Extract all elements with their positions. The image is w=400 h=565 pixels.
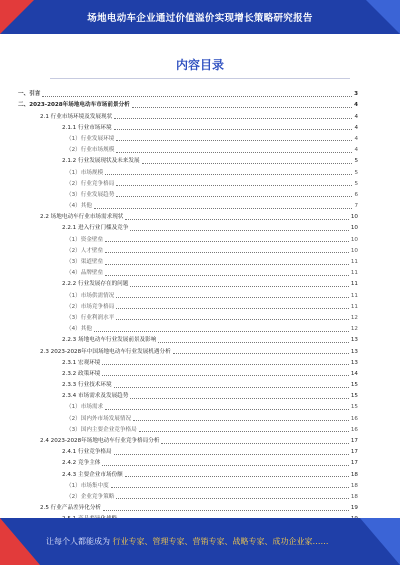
toc-entry-page: 16 (350, 415, 358, 422)
toc-entry-page: 16 (350, 426, 358, 433)
toc-entry-title: （2）市场竞争格局 (66, 303, 115, 310)
toc-entry[interactable] (18, 367, 358, 378)
toc-entry[interactable] (18, 244, 358, 255)
toc-entry-title: （2）人才壁垒 (66, 247, 104, 254)
toc-entry-page: 11 (350, 281, 358, 288)
toc-entry-title: 2.2.2 行业发展存在的问题 (62, 281, 129, 288)
report-title: 场地电动车企业通过价值溢价实现增长策略研究报告 (87, 13, 313, 24)
toc-dot-leader (116, 185, 352, 186)
toc-dot-leader (139, 431, 349, 432)
toc-entry-page: 11 (350, 259, 358, 265)
toc-entry-title: 2.4.1 行业竞争格局 (62, 449, 112, 456)
toc-dot-leader (132, 107, 352, 108)
toc-entry[interactable] (18, 255, 358, 266)
toc-entry-title: 2.4.3 主要企业市场份额 (62, 471, 123, 478)
toc-entry[interactable] (18, 322, 358, 333)
toc-dot-leader (116, 498, 349, 499)
toc-entry[interactable] (18, 221, 358, 232)
toc-entry[interactable] (18, 479, 358, 490)
toc-entry[interactable] (18, 154, 358, 165)
table-of-contents (18, 87, 358, 535)
toc-entry-page: 10 (350, 247, 358, 254)
toc-dot-leader (130, 286, 349, 287)
toc-entry[interactable] (18, 266, 358, 277)
toc-entry[interactable] (18, 121, 358, 132)
toc-entry[interactable] (18, 501, 358, 512)
toc-entry-title: 2.3.1 宏观环境 (62, 359, 101, 366)
page-header (0, 0, 400, 34)
toc-entry[interactable] (18, 356, 358, 367)
toc-entry-page: 7 (354, 203, 358, 210)
toc-entry-title: 一、引言 (18, 91, 41, 98)
toc-entry-page: 5 (354, 180, 358, 187)
toc-entry-page: 13 (350, 337, 358, 344)
toc-dot-leader (173, 353, 349, 354)
toc-entry[interactable] (18, 378, 358, 389)
toc-entry[interactable] (18, 232, 358, 243)
toc-entry-title: 二、2023-2028年场地电动车市场前景分析 (18, 102, 130, 109)
toc-entry[interactable] (18, 98, 358, 109)
toc-dot-leader (105, 252, 349, 253)
toc-entry-page: 4 (354, 147, 358, 154)
toc-dot-leader (105, 409, 349, 410)
toc-dot-leader (116, 297, 349, 298)
toc-dot-leader (105, 275, 349, 276)
toc-entry[interactable] (18, 277, 358, 288)
toc-entry-title: （3）国内主要企业竞争格局 (66, 426, 137, 433)
toc-entry-title: 2.5 行业产品差异化分析 (40, 505, 102, 512)
toc-entry-page: 17 (350, 438, 358, 444)
toc-entry[interactable] (18, 165, 358, 176)
toc-entry[interactable] (18, 344, 358, 355)
toc-entry-title: （1）行业发展环境 (66, 135, 115, 142)
toc-entry-title: 2.1.2 行业发展现状及未来发展 (62, 158, 140, 165)
toc-entry-title: 2.3.4 市场需求及发展趋势 (62, 393, 129, 400)
toc-dot-leader (105, 241, 349, 242)
toc-entry-page: 4 (354, 113, 358, 120)
toc-dot-leader (94, 331, 349, 332)
toc-entry-page: 15 (350, 382, 358, 389)
toc-entry-title: （3）行业发展趋势 (66, 191, 115, 198)
footer-banner (0, 518, 400, 565)
footer-red-corner (0, 518, 40, 565)
toc-entry-title: 2.1.1 行业市场环境 (62, 124, 112, 131)
toc-entry-page: 6 (354, 191, 358, 198)
toc-entry[interactable] (18, 87, 358, 98)
toc-entry[interactable] (18, 423, 358, 434)
toc-dot-leader (142, 163, 353, 164)
toc-title-divider (50, 78, 350, 79)
toc-dot-leader (116, 196, 352, 197)
toc-entry[interactable] (18, 177, 358, 188)
toc-entry-title: 2.2 场地电动车行业市场需求现状 (40, 214, 124, 221)
toc-entry-title: 2.3.3 行业技术环境 (62, 382, 112, 389)
toc-dot-leader (116, 319, 349, 320)
toc-entry[interactable] (18, 400, 358, 411)
toc-entry-title: （4）其他 (66, 326, 92, 333)
toc-entry-title: （1）市场供需情况 (66, 292, 115, 299)
footer-slogan (46, 536, 329, 547)
toc-entry[interactable] (18, 132, 358, 143)
footer-blue-corner (360, 518, 400, 565)
toc-entry-page: 10 (350, 225, 358, 232)
toc-entry[interactable] (18, 188, 358, 199)
toc-dot-leader (114, 387, 349, 388)
toc-entry-title: （2）企业竞争策略 (66, 493, 115, 500)
toc-dot-leader (114, 454, 349, 455)
toc-dot-leader (114, 118, 352, 119)
toc-entry[interactable] (18, 467, 358, 478)
toc-entry[interactable] (18, 490, 358, 501)
toc-dot-leader (133, 420, 349, 421)
toc-dot-leader (102, 465, 348, 466)
toc-entry-title: （2）行业竞争格局 (66, 180, 115, 187)
toc-entry[interactable] (18, 300, 358, 311)
toc-entry[interactable] (18, 109, 358, 120)
toc-entry[interactable] (18, 199, 358, 210)
toc-entry-title: 2.3 2023-2028年中国场地电动车行业发展机遇分析 (40, 348, 171, 355)
toc-dot-leader (125, 219, 348, 220)
toc-entry-page: 18 (350, 471, 358, 478)
toc-entry-page: 18 (350, 493, 358, 500)
toc-entry[interactable] (18, 445, 358, 456)
toc-entry-page: 10 (350, 214, 358, 221)
toc-entry-title: （1）资金壁垒 (66, 236, 104, 243)
toc-entry-title: （4）品牌壁垒 (66, 270, 104, 277)
toc-dot-leader (116, 152, 352, 153)
toc-entry-title: （2）行业市场规模 (66, 147, 115, 154)
toc-entry[interactable] (18, 288, 358, 299)
toc-entry-title: （3）渠道壁垒 (66, 259, 104, 265)
toc-entry[interactable] (18, 333, 358, 344)
toc-dot-leader (125, 476, 349, 477)
toc-entry-page: 13 (350, 359, 358, 366)
toc-entry-page: 12 (350, 326, 358, 333)
toc-entry-title: （3）行业利润水平 (66, 314, 115, 321)
toc-entry-page: 10 (350, 236, 358, 243)
toc-entry[interactable] (18, 210, 358, 221)
toc-dot-leader (158, 342, 349, 343)
toc-entry-title: 2.4.2 竞争主体 (62, 460, 101, 467)
toc-entry[interactable] (18, 389, 358, 400)
toc-entry-title: 2.2.1 进入行业门槛及竞争 (62, 225, 129, 232)
toc-dot-leader (102, 364, 348, 365)
toc-dot-leader (130, 398, 349, 399)
toc-entry-page: 15 (350, 404, 358, 411)
toc-entry-title: （1）市场集中度 (66, 482, 109, 489)
toc-entry-page: 17 (350, 449, 358, 456)
toc-entry-title: （1）市场需求 (66, 404, 104, 411)
toc-entry-page: 11 (350, 270, 358, 277)
toc-entry-page: 19 (350, 505, 358, 512)
toc-entry[interactable] (18, 456, 358, 467)
toc-entry[interactable] (18, 434, 358, 445)
toc-entry-page: 11 (350, 292, 358, 299)
slogan-roles: 行业专家、管理专家、营销专家、战略专家、成功企业家…… (112, 537, 329, 546)
toc-dot-leader (161, 443, 348, 444)
toc-entry-page: 13 (350, 348, 358, 355)
toc-dot-leader (111, 487, 349, 488)
slogan-prefix: 让每个人都能成为 (46, 537, 110, 546)
toc-dot-leader (42, 96, 352, 97)
toc-entry[interactable] (18, 411, 358, 422)
toc-dot-leader (94, 208, 353, 209)
toc-entry-page: 17 (350, 460, 358, 467)
toc-entry-page: 4 (354, 124, 358, 131)
toc-entry-page: 12 (350, 314, 358, 321)
toc-title: 内容目录 (175, 58, 224, 72)
toc-entry-page: 4 (354, 102, 358, 109)
toc-entry-title: （1）市场规模 (66, 169, 104, 176)
toc-entry-page: 18 (350, 482, 358, 489)
toc-entry-page: 5 (354, 158, 358, 165)
toc-dot-leader (105, 264, 349, 265)
toc-entry-page: 15 (350, 393, 358, 400)
toc-entry-title: 2.2.3 场地电动车行业发展前景及影响 (62, 337, 157, 344)
toc-entry[interactable] (18, 311, 358, 322)
toc-entry-title: 2.1 行业市场环境及发展现状 (40, 113, 113, 120)
toc-dot-leader (102, 375, 348, 376)
toc-dot-leader (103, 510, 349, 511)
toc-entry-page: 14 (350, 370, 358, 377)
toc-dot-leader (105, 174, 352, 175)
toc-entry-title: （4）其他 (66, 203, 92, 210)
toc-entry-page: 5 (354, 169, 358, 176)
toc-entry-title: 2.4 2023-2028年场地电动车行业竞争格局分析 (40, 438, 160, 444)
toc-dot-leader (130, 230, 349, 231)
toc-entry[interactable] (18, 143, 358, 154)
toc-entry-page: 11 (350, 303, 358, 310)
toc-entry-title: 2.3.2 政策环境 (62, 370, 101, 377)
toc-entry-title: （2）国内外市场发展情况 (66, 415, 132, 422)
toc-dot-leader (114, 129, 353, 130)
toc-dot-leader (116, 140, 352, 141)
toc-entry-page: 4 (354, 135, 358, 142)
toc-entry-page: 3 (354, 91, 358, 98)
toc-dot-leader (116, 308, 349, 309)
